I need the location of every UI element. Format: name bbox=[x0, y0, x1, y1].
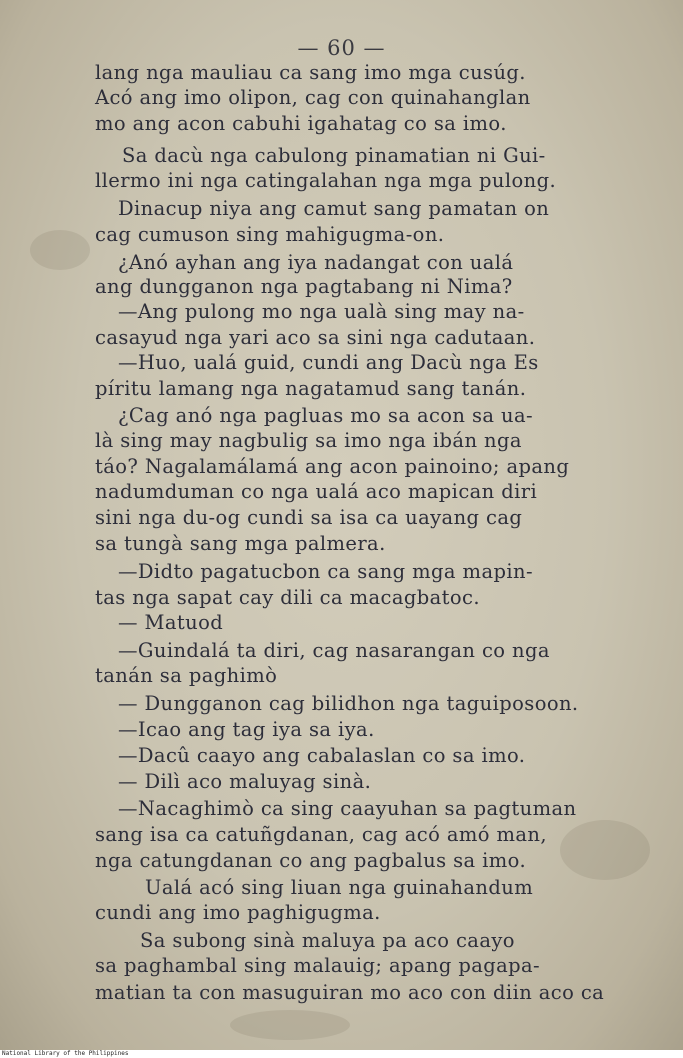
text-line: táo? Nagalamálamá ang acon painoino; apang bbox=[95, 455, 570, 478]
text-line: —Dacû caayo ang cabalaslan co sa imo. bbox=[118, 744, 526, 767]
text-line: tas nga sapat cay dili ca macagbatoc. bbox=[95, 586, 480, 609]
text-line: sini nga du-og cundi sa isa ca uayang cag bbox=[95, 506, 523, 529]
text-line: —Guindalá ta diri, cag nasarangan co nga bbox=[118, 639, 550, 662]
text-line: Sa dacù nga cabulong pinamatian ni Gui- bbox=[122, 144, 546, 167]
text-line: sang isa ca catuñgdanan, cag acó amó man, bbox=[95, 823, 547, 846]
text-line: casayud nga yari aco sa sini nga cadutaan. bbox=[95, 326, 536, 349]
text-line: ang dungganon nga pagtabang ni Nima? bbox=[95, 275, 513, 298]
text-line: —Ang pulong mo nga ualà sing may na- bbox=[118, 300, 525, 323]
text-line: ¿Cag anó nga pagluas mo sa acon sa ua- bbox=[118, 404, 533, 427]
page-number: — 60 — bbox=[297, 36, 386, 60]
text-line: tanán sa paghimò bbox=[95, 664, 278, 687]
text-line: mo ang acon cabuhi igahatag co sa imo. bbox=[95, 112, 507, 135]
library-footer: National Library of the Philippines bbox=[0, 1050, 683, 1058]
text-line: cag cumuson sing mahigugma-on. bbox=[95, 223, 445, 246]
text-line: píritu lamang nga nagatamud sang tanán. bbox=[95, 377, 527, 400]
text-line: llermo ini nga catingalahan nga mga pulong. bbox=[95, 169, 557, 192]
text-line: — Matuod bbox=[118, 611, 224, 634]
text-line: —Didto pagatucbon ca sang mga mapin- bbox=[118, 560, 533, 583]
text-line: —Nacaghimò ca sing caayuhan sa pagtuman bbox=[118, 797, 577, 820]
text-line: — Dilì aco maluyag sinà. bbox=[118, 770, 372, 793]
text-line: —Huo, ualá guid, cundi ang Dacù nga Es bbox=[118, 351, 539, 374]
text-line: —Icao ang tag iya sa iya. bbox=[118, 718, 375, 741]
text-line: — Dungganon cag bilidhon nga taguiposoon. bbox=[118, 692, 579, 715]
text-line: ¿Anó ayhan ang iya nadangat con ualá bbox=[118, 251, 514, 274]
text-line: Dinacup niya ang camut sang pamatan on bbox=[118, 197, 550, 220]
text-line: Sa subong sinà maluya pa aco caayo bbox=[140, 929, 515, 952]
text-line: lang nga mauliau ca sang imo mga cusúg. bbox=[95, 61, 526, 84]
text-line: matian ta con masuguiran mo aco con diin aco ca bbox=[95, 981, 605, 1004]
text-line: Acó ang imo olipon, cag con quinahanglan bbox=[95, 86, 531, 109]
text-line: Ualá acó sing liuan nga guinahandum bbox=[145, 876, 534, 899]
text-line: sa tungà sang mga palmera. bbox=[95, 532, 386, 555]
text-line: là sing may nagbulig sa imo nga ibán nga bbox=[95, 429, 522, 452]
text-line: nga catungdanan co ang pagbalus sa imo. bbox=[95, 849, 527, 872]
text-line: cundi ang imo paghigugma. bbox=[95, 901, 381, 924]
text-line: sa paghambal sing malauig; apang pagapa- bbox=[95, 954, 541, 977]
text-line: nadumduman co nga ualá aco mapican diri bbox=[95, 480, 538, 503]
